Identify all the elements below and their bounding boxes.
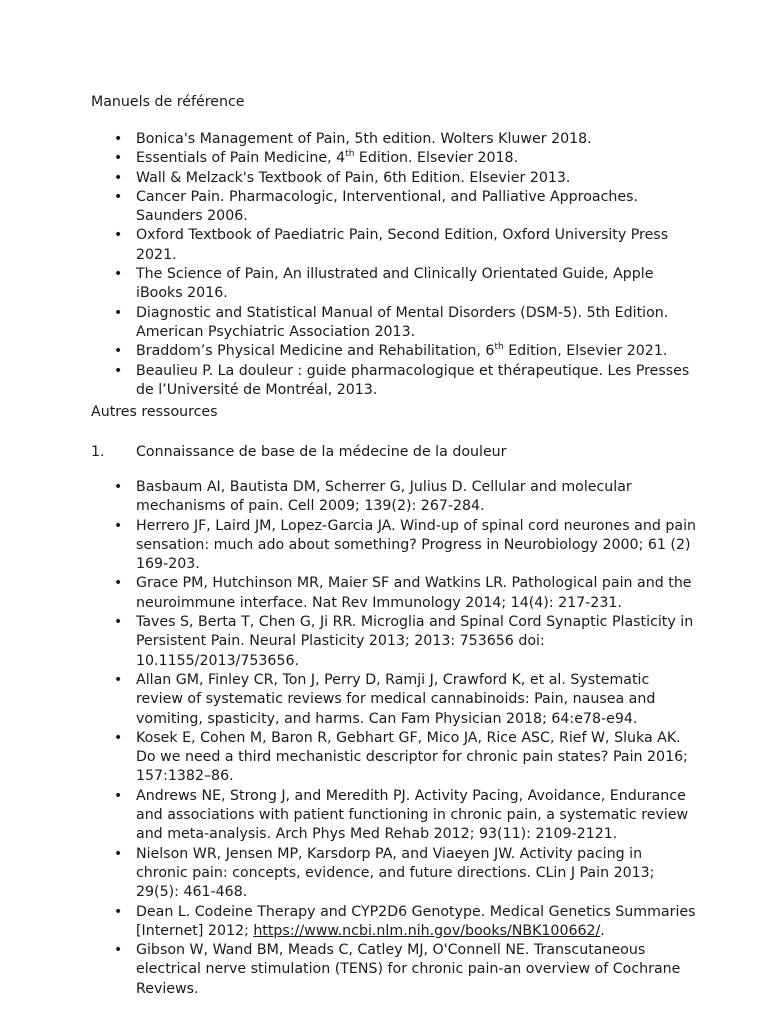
list-item-text: Herrero JF, Laird JM, Lopez-Garcia JA. Wind-up of spinal cord neurones and pain sensation: much ado about something? Progress in Neurobiology 2000; 61 (2) 169-203. (136, 517, 697, 573)
list-item-text: Diagnostic and Statistical Manual of Mental Disorders (DSM-5). 5th Edition. American Psychiatric Association 2013. (136, 304, 669, 340)
list-item (136, 304, 696, 343)
list-item-text: Andrews NE, Strong J, and Meredith PJ. Activity Pacing, Avoidance, Endurance and associations with patient functioning in chronic pain, a systematic review and meta-analysis. Arch Phys Med Rehab 2012; 93(11): 2109-2121. (136, 787, 689, 843)
list-item (136, 787, 696, 845)
list-item-text: Braddom’s Physical Medicine and Rehabilitation, 6 (136, 343, 495, 360)
list-item (136, 729, 696, 787)
subheading-number: 1. (91, 444, 105, 460)
list-item-text: Allan GM, Finley CR, Ton J, Perry D, Ramji J, Crawford K, et al. Systematic review of systematic reviews for medical cannabinoids: Pain, nausea and vomiting, spasticity, and harms. Can Fam Physician 2018; 64:e78-e94. (136, 671, 656, 727)
list-item (136, 517, 696, 575)
other-resources-list (136, 478, 696, 999)
list-item-text: Basbaum AI, Bautista DM, Scherrer G, Julius D. Cellular and molecular mechanisms of pain. Cell 2009; 139(2): 267-284. (136, 479, 632, 515)
section-heading-autres-ressources: Autres ressources (91, 404, 218, 420)
list-item-text: Dean L. Codeine Therapy and CYP2D6 Genotype. Medical Genetics Summaries [Internet] 2012; (136, 903, 696, 939)
ncbi-link[interactable]: https://www.ncbi.nlm.nih.gov/books/NBK100662/ (253, 922, 601, 939)
list-item (136, 342, 696, 361)
reference-manuals-list (136, 130, 696, 400)
list-item (136, 188, 696, 227)
list-item (136, 265, 696, 304)
list-item (136, 130, 696, 149)
list-item (136, 478, 696, 517)
list-item (136, 671, 696, 729)
list-item (136, 574, 696, 613)
list-item (136, 613, 696, 671)
list-item (136, 845, 696, 903)
list-item (136, 226, 696, 265)
list-item-text: Kosek E, Cohen M, Baron R, Gebhart GF, Mico JA, Rice ASC, Rief W, Sluka AK. Do we need a third mechanistic descriptor for chronic pain states? Pain 2016; 157:1382–86. (136, 729, 688, 785)
list-item (136, 149, 696, 168)
list-item-text: Gibson W, Wand BM, Meads C, Catley MJ, O'Connell NE. Transcutaneous electrical nerve stimulation (TENS) for chronic pain-an overview of Cochrane Reviews. (136, 942, 681, 997)
list-item (136, 169, 696, 188)
list-item-text: Nielson WR, Jensen MP, Karsdorp PA, and Viaeyen JW. Activity pacing in chronic pain: concepts, evidence, and future directions. CLin J Pain 2013; 29(5): 461-468. (136, 845, 655, 901)
section-heading-manuels: Manuels de référence (91, 94, 245, 110)
list-item-text: Bonica's Management of Pain, 5th edition. Wolters Kluwer 2018. (136, 131, 592, 147)
list-item (136, 903, 696, 942)
list-item-text: Edition, Elsevier 2021. (503, 343, 668, 360)
list-item-text: Wall & Melzack's Textbook of Pain, 6th Edition. Elsevier 2013. (136, 169, 571, 186)
list-item-text: Beaulieu P. La douleur : guide pharmacologique et thérapeutique. Les Presses de l’Université de Montréal, 2013. (136, 362, 690, 398)
list-item-text: The Science of Pain, An illustrated and Clinically Orientated Guide, Apple iBooks 2016. (136, 266, 654, 302)
superscript: th (345, 148, 355, 159)
list-item-text: Grace PM, Hutchinson MR, Maier SF and Watkins LR. Pathological pain and the neuroimmune interface. Nat Rev Immunology 2014; 14(4): 217-231. (136, 575, 692, 611)
list-item (136, 941, 696, 999)
subheading-title: Connaissance de base de la médecine de la douleur (136, 444, 507, 460)
list-item-text: Cancer Pain. Pharmacologic, Interventional, and Palliative Approaches. Saunders 2006. (136, 188, 638, 225)
list-item (136, 362, 696, 401)
list-item-text: Taves S, Berta T, Chen G, Ji RR. Microglia and Spinal Cord Synaptic Plasticity in Persistent Pain. Neural Plasticity 2013; 2013: 753656 doi: 10.1155/2013/753656. (136, 614, 694, 669)
list-item-text: . (600, 922, 605, 939)
list-item-text: Oxford Textbook of Paediatric Pain, Second Edition, Oxford University Press 2021. (136, 227, 669, 263)
list-item-text: Essentials of Pain Medicine, 4 (136, 150, 346, 167)
superscript: th (494, 341, 504, 352)
list-item-text: Edition. Elsevier 2018. (354, 150, 519, 167)
